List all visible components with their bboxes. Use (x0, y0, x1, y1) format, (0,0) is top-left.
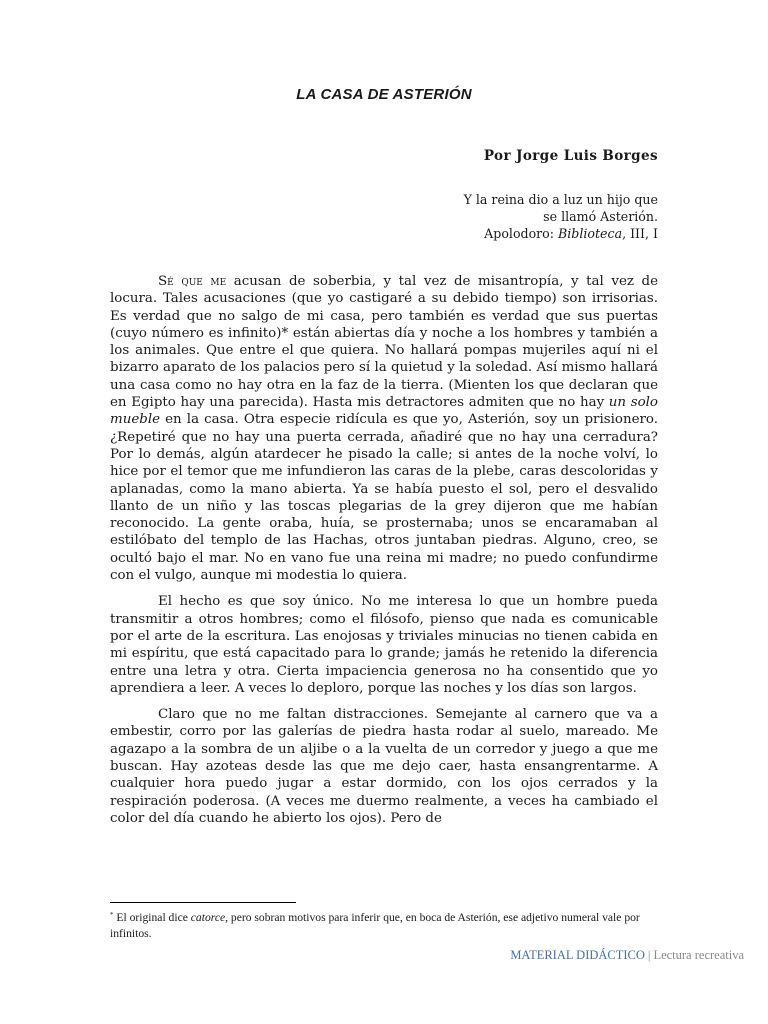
body-text (110, 273, 658, 836)
epigraph-line: Y la reina dio a luz un hijo que (463, 192, 658, 207)
footer-separator: | (647, 948, 651, 962)
epigraph-source-suffix: , III, I (622, 226, 658, 241)
footer-sublabel: Lectura recreativa (653, 948, 744, 962)
epigraph-source-work: Biblioteca (558, 226, 623, 241)
footnote (110, 908, 666, 941)
document-title: LA CASA DE ASTERIÓN (296, 86, 472, 103)
footnote-text: El original dice (113, 911, 191, 924)
paragraph (110, 273, 658, 584)
paragraph-text: están abiertas día y noche a los hombres y también a los animales. Que entre el que quiera. No hallará pompas mujeriles aquí ni el bizarro aparato de los palacios pero sí la quietud y la soledad. Así mismo hallará una casa como no hay otra en la faz de la tierra. (Mienten los que declaran que en Egipto hay una parecida). Hasta mis detractores admiten que no hay (110, 325, 658, 411)
opening-smallcaps: Sé que me (158, 274, 227, 289)
paragraph: El hecho es que soy único. No me interesa lo que un hombre pueda transmitir a otros hombres; como el filósofo, pienso que nada es comunicable por el arte de la escritura. Las enojosas y triviales minucias no tienen cabida en mi espíritu, que está capacitado para lo grande; jamás he retenido la diferencia entre una letra y otra. Cierta impaciencia generosa no ha consentido que yo aprendiera a leer. A veces lo deploro, porque las noches y los días son largos. (110, 594, 658, 696)
footnote-reference[interactable]: * (281, 325, 289, 341)
paragraph: Claro que no me faltan distracciones. Semejante al carnero que va a embestir, corro por las galerías de piedra hasta rodar al suelo, mareado. Me agazapo a la sombra de un aljibe o a la vuelta de un corredor y juego a que me buscan. Hay azoteas desde las que me dejo caer, hasta ensangrentarme. A cualquier hora puedo jugar a estar dormido, con los ojos cerrados y la respiración poderosa. (A veces me duermo realmente, a veces ha cambiado el color del día cuando he abierto los ojos). Pero de (110, 707, 658, 826)
italic-phrase: un solo mueble (110, 395, 658, 428)
epigraph-source (464, 225, 658, 242)
epigraph-line: se llamó Asterión. (543, 209, 658, 224)
epigraph-source-prefix: Apolodoro: (484, 226, 559, 241)
paragraph-text: en la casa. Otra especie ridícula es que yo, Asterión, soy un prisionero. ¿Repetiré que no hay una puerta cerrada, añadiré que no hay una cerradura? Por lo demás, algún atardecer he pisado la calle; si antes de la noche volví, lo hice por el temor que me infundieron las caras de la plebe, caras descoloridas y aplanadas, como la mano abierta. Ya se había puesto el sol, pero el desvalido llanto de un niño y las toscas plegarias de la grey dijeron que me habían reconocido. La gente oraba, huía, se prosternaba; unos se encaramaban al estilóbato del templo de las Hachas, otros juntaban piedras. Alguno, creo, se ocultó bajo el mar. No en vano fue una reina mi madre; no puedo confundirme con el vulgo, aunque mi modestia lo quiera. (110, 412, 658, 584)
page-footer (510, 948, 744, 963)
footnote-mark: * (110, 911, 114, 919)
paragraph-text: acusan de soberbia, y tal vez de misantropía, y tal vez de locura. Tales acusaciones (que yo castigaré a su debido tiempo) son irrisorias. Es verdad que no salgo de mi casa, pero también es verdad que sus puertas (cuyo número es infinito) (110, 274, 658, 341)
footer-label: MATERIAL DIDÁCTICO (510, 948, 645, 962)
footnote-divider (110, 902, 296, 903)
footnote-text: pero sobran motivos para inferir que, en boca de Asterión, ese adjetivo numeral vale por infinitos. (110, 911, 640, 940)
author-line: Por Jorge Luis Borges (483, 148, 658, 164)
epigraph (464, 191, 658, 242)
footnote-italic: catorce, (190, 911, 229, 924)
